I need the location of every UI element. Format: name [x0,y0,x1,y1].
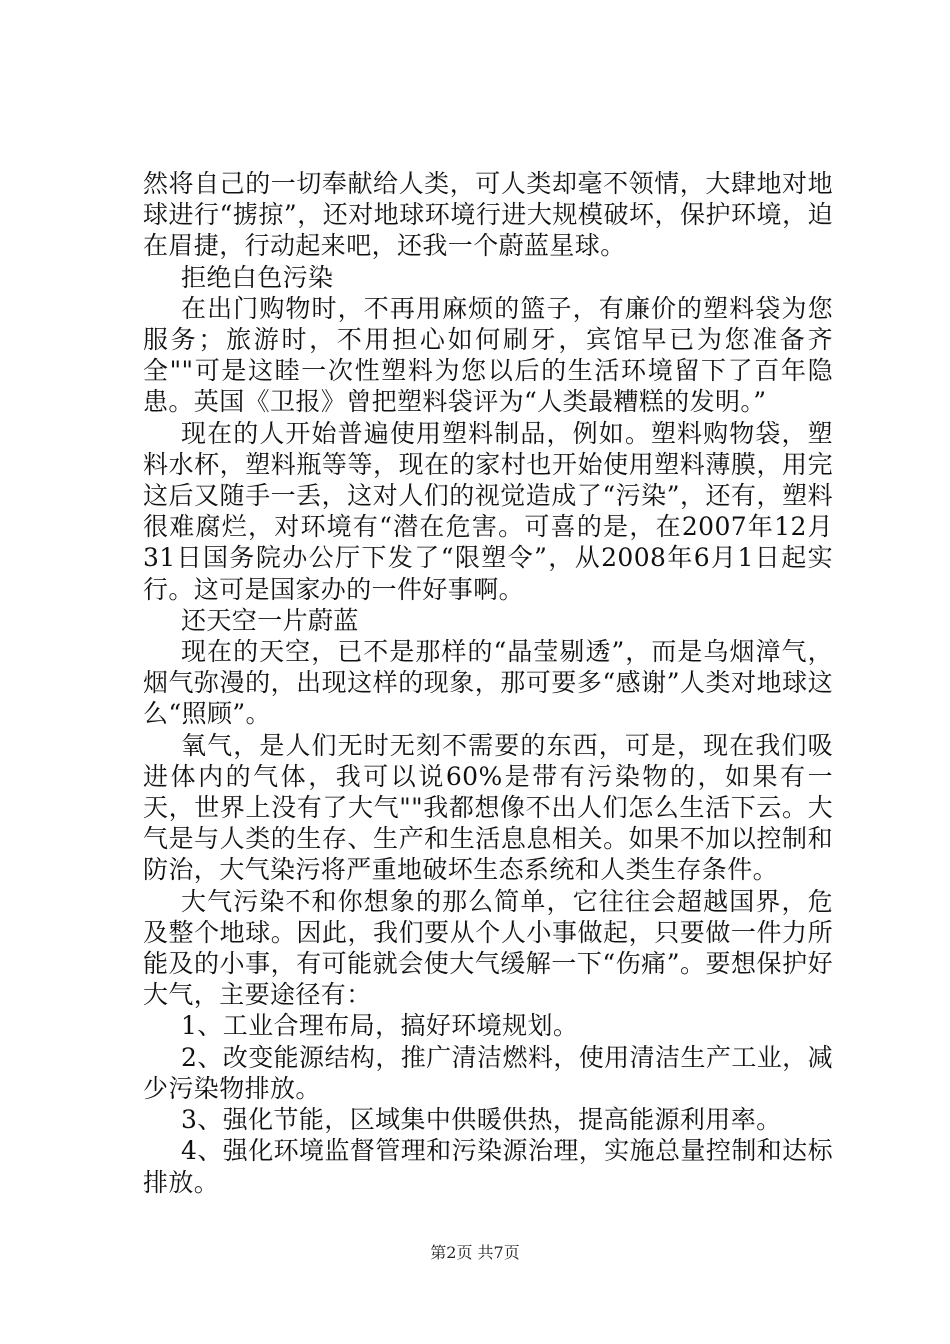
paragraph: 现在的天空，已不是那样的“晶莹剔透”，而是乌烟漳气，烟气弥漫的，出现这样的现象，那可要多“感谢”人类对地球这么“照顾”。 [143,637,833,729]
list-item: 1、工业合理布局，搞好环境规划。 [181,1011,579,1041]
page-number-footer: 第2页 共7页 [430,1243,520,1262]
list-item: 4、强化环境监督管理和污染源治理，实施总量控制和达标排放。 [143,1136,833,1197]
list-item: 3、强化节能，区域集中供暖供热，提高能源利用率。 [181,1105,782,1135]
paragraph: 然将自己的一切奉献给人类，可人类却毫不领情，大肆地对地球进行“掳掠”，还对地球环境行进大规模破坏，保护环境，迫在眉捷，行动起来吧，还我一个蔚蓝星球。 [143,169,833,261]
paragraph: 在出门购物时，不再用麻烦的篮子，有廉价的塑料袋为您服务；旅游时，不用担心如何刷牙，宾馆早已为您准备齐全""可是这睦一次性塑料为您以后的生活环境留下了百年隐患。英国《卫报》曾把塑料袋评为“人类最糟糕的发明。” [143,293,833,417]
section-heading: 还天空一片蔚蓝 [181,605,359,635]
paragraph: 现在的人开始普遍使用塑料制品，例如。塑料购物袋，塑料水杯，塑料瓶等等，现在的家村也开始使用塑料薄膜，用完这后又随手一丢，这对人们的视觉造成了“污染”，还有，塑料很难腐烂，对环境有“潜在危害。可喜的是，在2007年12月31日国务院办公厅下发了“限塑令”，从2008年6月1日起实行。这可是国家办的一件好事啊。 [143,418,833,604]
document-body [143,168,833,1198]
paragraph: 大气污染不和你想象的那么简单，它往往会超越国界，危及整个地球。因此，我们要从个人小事做起，只要做一件力所能及的小事，有可能就会使大气缓解一下“伤痛”。要想保护好大气，主要途径有： [143,886,833,1010]
paragraph: 氧气，是人们无时无刻不需要的东西，可是，现在我们吸进体内的气体，我可以说60%是带有污染物的，如果有一天，世界上没有了大气""我都想像不出人们怎么生活下云。大气是与人类的生存、生产和生活息息相关。如果不加以控制和防治，大气染污将严重地破坏生态系统和人类生存条件。 [143,730,833,885]
list-item: 2、改变能源结构，推广清洁燃料，使用清洁生产工业，减少污染物排放。 [143,1042,833,1103]
section-heading: 拒绝白色污染 [181,262,334,292]
